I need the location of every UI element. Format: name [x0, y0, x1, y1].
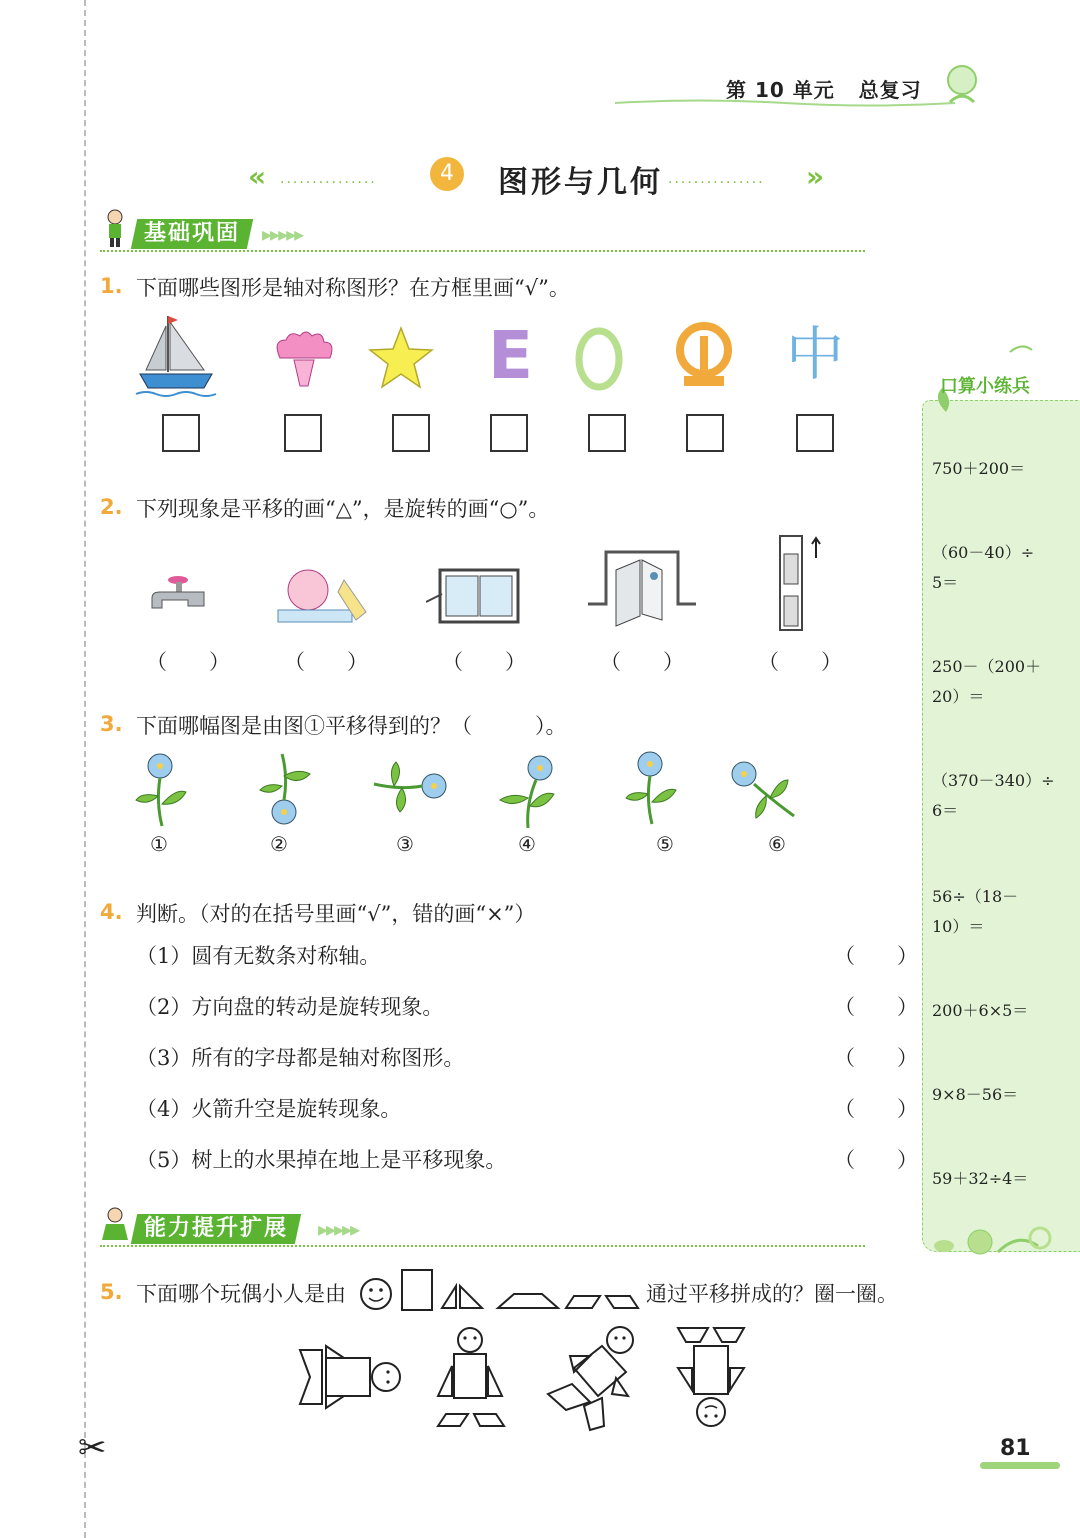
stem-flower-5-icon [622, 750, 682, 826]
doll-option-d[interactable] [674, 1324, 748, 1432]
q4-item-5: （5）树上的水果掉在地上是平移现象。 [136, 1148, 507, 1172]
q4-answer-1[interactable]: （ ） [834, 944, 918, 968]
star-icon [368, 326, 434, 390]
girl-mascot-icon [100, 1206, 130, 1246]
header-decoration [615, 98, 955, 108]
fan-hand-icon [274, 566, 370, 628]
cut-line [84, 0, 86, 1538]
q2-text: 下列现象是平移的画“△”，是旋转的画“○”。 [136, 497, 550, 521]
right-chevron-icon: » [806, 160, 825, 193]
q5-number: 5. [100, 1280, 123, 1304]
answer-box-star[interactable] [392, 414, 430, 452]
ring-icon [574, 326, 624, 392]
page-number-bar [980, 1462, 1060, 1469]
unit-label: 第 10 单元 [726, 78, 835, 102]
section2-divider [100, 1245, 865, 1247]
answer-box-flower[interactable] [284, 414, 322, 452]
section-advanced-tag: 能力提升扩展 [131, 1214, 301, 1244]
math-item-7: 9×8－56＝ [932, 1085, 1019, 1104]
doll-option-b[interactable] [434, 1326, 506, 1430]
boy-mascot-icon [102, 208, 128, 248]
answer-paren-fan[interactable]: （ ） [284, 650, 368, 674]
q1-text: 下面哪些图形是轴对称图形？在方框里画“√”。 [136, 276, 570, 300]
math-item-1: 750＋200＝ [932, 459, 1026, 478]
q4-item-3: （3）所有的字母都是轴对称图形。 [136, 1046, 465, 1070]
title-number-badge: 4 [430, 157, 464, 191]
answer-box-chinese-char[interactable] [796, 414, 834, 452]
railway-logo-icon [674, 322, 734, 390]
doll-option-a[interactable] [296, 1342, 404, 1412]
review-label: 总复习 [858, 78, 922, 102]
math-item-8: 59＋32÷4＝ [932, 1169, 1029, 1188]
section-basic-tag: 基础巩固 [131, 219, 253, 249]
q3-text[interactable]: 下面哪幅图是由图①平移得到的？（ ）。 [136, 714, 567, 738]
q4-item-1: （1）圆有无数条对称轴。 [136, 944, 381, 968]
stem-flower-1-icon [132, 752, 192, 828]
flower-label-6: ⑥ [768, 832, 786, 856]
math-item-3: 250－（200＋ 20）＝ [932, 657, 1042, 706]
stem-flower-3-icon [372, 758, 450, 814]
q5-text-b: 通过平移拼成的？圈一圈。 [646, 1282, 898, 1306]
letter-e-figure: E [488, 317, 534, 394]
q5-text-a: 下面哪个玩偶小人是由 [136, 1282, 346, 1306]
q4-answer-2[interactable]: （ ） [834, 995, 918, 1019]
page-title: 图形与几何 [498, 165, 663, 200]
answer-box-railway-logo[interactable] [686, 414, 724, 452]
answer-paren-door[interactable]: （ ） [600, 650, 684, 674]
section2-arrows-icon: ▸▸▸▸▸ [318, 1217, 359, 1241]
answer-box-ring[interactable] [588, 414, 626, 452]
math-item-2: （60－40）÷ 5＝ [932, 543, 1035, 592]
answer-paren-faucet[interactable]: （ ） [146, 650, 230, 674]
sidebar-snail-decoration-icon [928, 1222, 1058, 1266]
sprout-mascot-icon [940, 62, 984, 110]
sidebar-title: 口算小练兵 [940, 376, 1030, 397]
answer-paren-elevator[interactable]: （ ） [758, 650, 842, 674]
page-number: 81 [1000, 1436, 1031, 1461]
sailboat-icon [134, 312, 218, 400]
flower-label-2: ② [270, 832, 288, 856]
flower-label-3: ③ [396, 832, 414, 856]
left-chevron-icon: « [248, 160, 267, 193]
q4-number: 4. [100, 900, 123, 924]
q4-answer-4[interactable]: （ ） [834, 1097, 918, 1121]
q3-number: 3. [100, 712, 123, 736]
doll-option-c[interactable] [544, 1322, 640, 1432]
flower-label-1: ① [150, 832, 168, 856]
q2-number: 2. [100, 495, 123, 519]
title-dots-left: ··············· [280, 175, 377, 191]
q4-answer-5[interactable]: （ ） [834, 1148, 918, 1172]
mental-math-sidebar [922, 400, 1080, 1252]
math-item-4: （370－340）÷ 6＝ [932, 771, 1055, 820]
section-arrows-icon: ▸▸▸▸▸ [262, 222, 303, 246]
stem-flower-6-icon [726, 756, 798, 826]
answer-box-sailboat[interactable] [162, 414, 200, 452]
math-item-6: 200＋6×5＝ [932, 1001, 1029, 1020]
q4-text: 判断。（对的在括号里画“√”，错的画“×”） [136, 902, 536, 926]
flower-label-5: ⑤ [656, 832, 674, 856]
answer-box-letter-e[interactable] [490, 414, 528, 452]
stem-flower-4-icon [496, 754, 560, 830]
q4-item-2: （2）方向盘的转动是旋转现象。 [136, 995, 444, 1019]
revolving-door-icon [586, 550, 698, 628]
math-item-5: 56÷（18－ 10）＝ [932, 887, 1019, 936]
q4-answer-3[interactable]: （ ） [834, 1046, 918, 1070]
title-dots-right: ··············· [668, 175, 765, 191]
sliding-window-icon [426, 568, 520, 624]
stem-flower-2-icon [254, 752, 314, 828]
elevator-icon [776, 534, 826, 632]
answer-paren-window[interactable]: （ ） [442, 650, 526, 674]
chinese-char-figure: 中 [786, 320, 845, 388]
section-divider [100, 250, 865, 252]
shape-parts-figure [358, 1266, 642, 1314]
faucet-icon [148, 570, 212, 618]
flower-label-4: ④ [518, 832, 536, 856]
q4-item-4: （4）火箭升空是旋转现象。 [136, 1097, 402, 1121]
q1-number: 1. [100, 274, 123, 298]
scissors-icon: ✂ [78, 1428, 107, 1468]
flower-icon [272, 330, 336, 390]
